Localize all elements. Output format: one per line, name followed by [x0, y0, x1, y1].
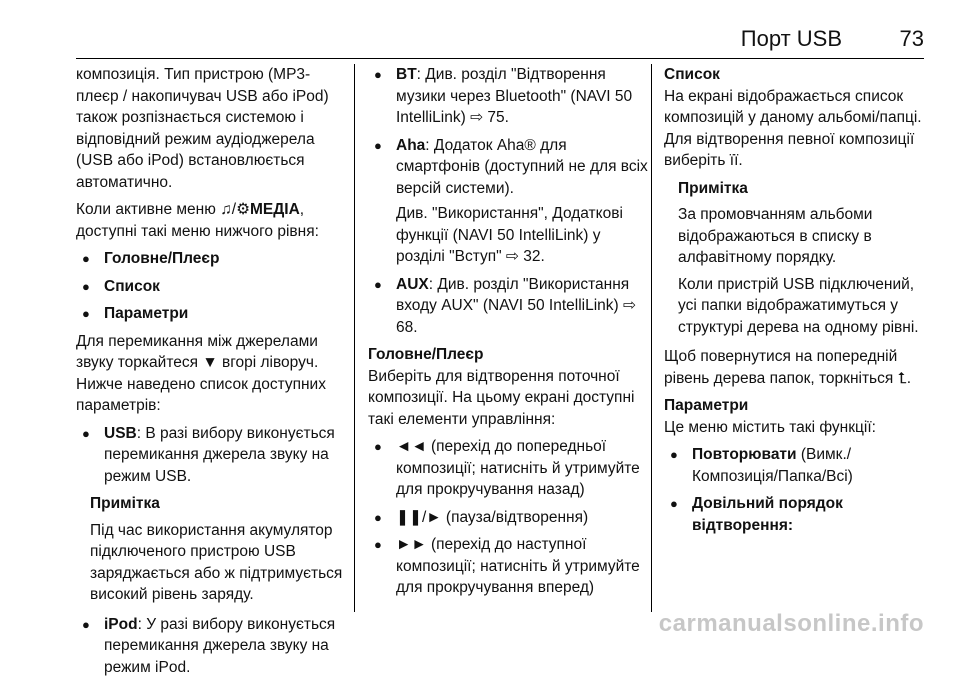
source-aux [368, 274, 650, 339]
source-list-2 [76, 614, 352, 679]
usb-note-title: Примітка [90, 495, 160, 512]
source-aux-text: : Див. розділ "Використання входу AUX" (NAVI 50 IntelliLink) ⇨ 68. [396, 275, 636, 336]
control-pause-play: ● ❚❚/► (пауза/відтворення) [368, 507, 650, 529]
column-divider-2 [651, 64, 652, 612]
list-note-text-1: За промовчанням альбоми відображаються в списку в алфавітному порядку. [678, 206, 873, 266]
submenu-item-params: ● Параметри [76, 303, 352, 325]
param-repeat-term: Повторювати [692, 446, 797, 463]
list-text: На екрані відображається список композицій у даному альбомі/папці. Для відтворення певної композиції виберіть її. [664, 87, 922, 169]
menu-paragraph-post: , доступні такі меню нижчого рівня: [76, 201, 319, 240]
column-3 [664, 64, 932, 542]
back-paragraph: Щоб повернутися на попередній рівень дерева папок, торкніться ⮤. [664, 348, 912, 387]
source-ipod-term: iPod [104, 615, 138, 633]
page-number: 73 [899, 26, 924, 51]
source-usb-term: USB [104, 424, 137, 442]
column-1 [76, 64, 352, 684]
list-heading: Список [664, 66, 720, 83]
usb-note-text: Під час використання акумулятор підключеного пристрою USB заряджається або ж підтримується високий рівень заряду. [90, 521, 343, 603]
main-player-text: Виберіть для відтворення поточної композиції. На цьому екрані доступні такі елементи управління: [368, 367, 635, 428]
submenu-item-main: ● Головне/Плеєр [76, 248, 352, 270]
param-repeat-text: (Вимк./Композиція/Папка/Всі) [692, 446, 853, 485]
source-usb-text: : В разі вибору виконується перемикання джерела звуку на режим USB. [104, 424, 335, 485]
media-menu-name: МЕДІА [249, 201, 300, 218]
submenu-list [76, 248, 352, 325]
music-media-icon: ♫/⚙ [220, 201, 250, 218]
column-divider-1 [354, 64, 355, 612]
source-bt-text: : Див. розділ "Відтворення музики через Bluetooth" (NAVI 50 IntelliLink) ⇨ 75. [396, 66, 633, 126]
menu-paragraph [76, 199, 352, 242]
param-shuffle [664, 493, 932, 536]
source-usb [76, 423, 352, 488]
params-list [664, 444, 932, 536]
list-note-title: Примітка [678, 179, 748, 197]
usb-note [76, 493, 352, 606]
source-bt [368, 64, 650, 129]
source-ipod [76, 614, 352, 679]
source-aux-term: AUX [396, 275, 429, 293]
menu-paragraph-pre: Коли активне меню [76, 201, 221, 218]
intro-paragraph: композиція. Тип пристрою (МР3-плеєр / накопичувач USB або iPod) також розпізнається системою і відповідний режим аудіоджерела (USB або iPod) встановлюється автоматично. [76, 66, 329, 191]
source-aha-term: Aha [396, 136, 426, 154]
control-next: ● ►► (перехід до наступної композиції; натисніть й утримуйте для прокручування вперед) [368, 534, 650, 599]
page-header-title: Порт USB [740, 26, 842, 51]
main-player-heading: Головне/Плеєр [368, 346, 484, 363]
watermark: carmanualsonline.info [658, 610, 924, 637]
param-repeat [664, 444, 932, 487]
submenu-item-list: ● Список [76, 276, 352, 298]
list-note-text-2: Коли пристрій USB підключений, усі папки відображатимуться у структурі дерева на одному рівні. [678, 275, 919, 336]
source-bt-term: BT [396, 66, 417, 83]
source-aha-text: : Додаток Aha® для смартфонів (доступний не для всіх версій системи). [396, 136, 648, 197]
header-rule [76, 58, 924, 59]
source-ipod-text: : У разі вибору виконується перемикання джерела звуку на режим iPod. [104, 615, 336, 676]
params-text: Це меню містить такі функції: [664, 418, 876, 436]
source-aha [368, 135, 650, 268]
column-2 [368, 64, 650, 605]
list-note [664, 178, 932, 339]
controls-list [368, 436, 650, 599]
param-shuffle-term: Довільний порядок відтворення: [692, 495, 843, 534]
source-list-3 [368, 64, 650, 338]
params-heading: Параметри [664, 397, 749, 414]
control-previous: ● ◄◄ (перехід до попередньої композиції; натисніть й утримуйте для прокручування назад) [368, 436, 650, 501]
source-aha-note: Див. "Використання", Додаткові функції (NAVI 50 IntelliLink) у розділі "Вступ" ⇨ 32. [396, 205, 623, 265]
source-switch-paragraph: Для перемикання між джерелами звуку торкайтеся ▼ вгорі ліворуч. Нижче наведено список доступних параметрів: [76, 332, 326, 414]
source-list-1 [76, 423, 352, 488]
